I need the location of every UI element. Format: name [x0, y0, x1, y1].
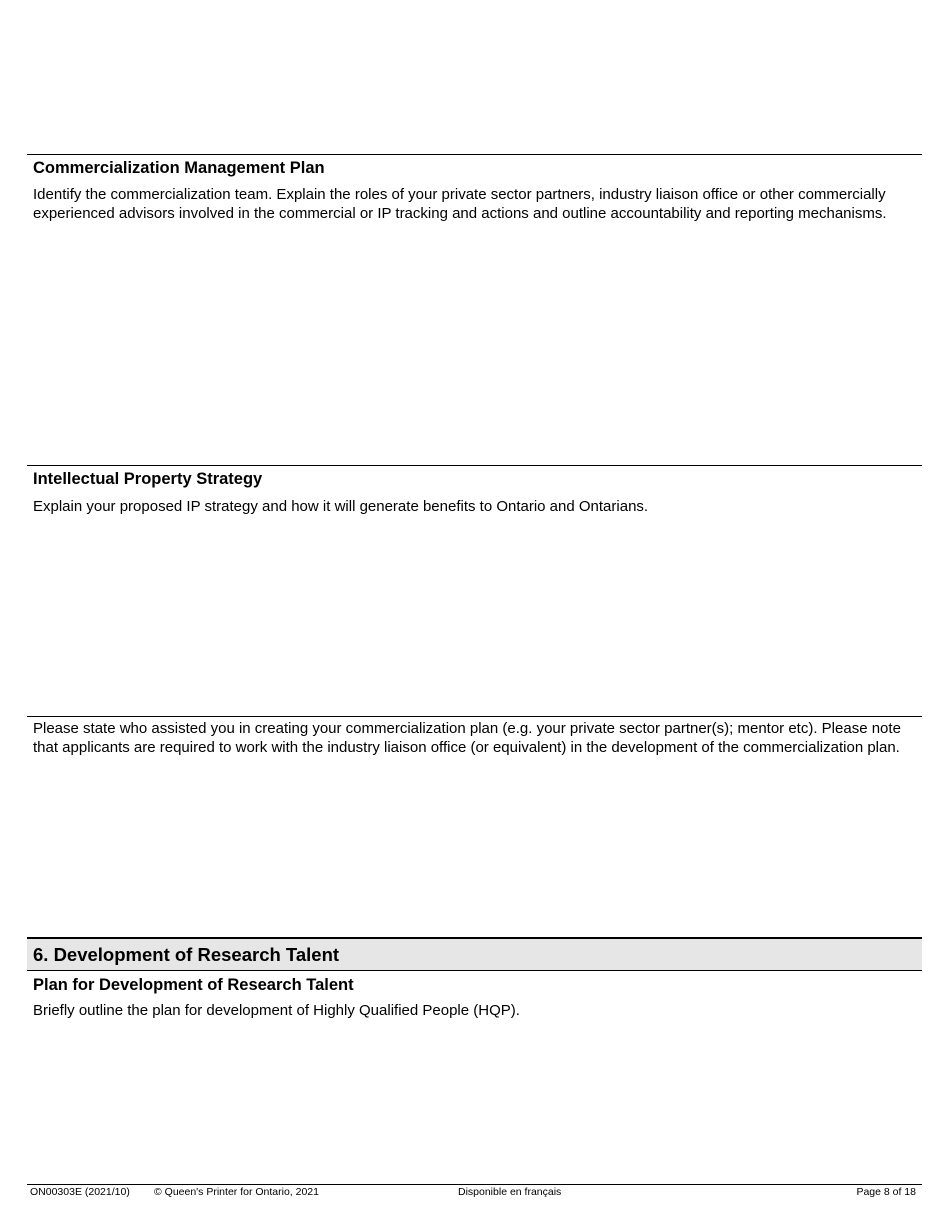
section-divider-commercialization — [27, 154, 922, 155]
research-talent-plan-instructions: Briefly outline the plan for development of Highly Qualified People (HQP). — [33, 1002, 520, 1019]
plan-assistance-answer-field[interactable] — [27, 780, 922, 932]
ip-strategy-instructions: Explain your proposed IP strategy and how it will generate benefits to Ontario and Ontarians. — [33, 498, 649, 515]
section-divider-ip-strategy — [27, 465, 922, 466]
section-6-title: 6. Development of Research Talent — [33, 944, 340, 965]
plan-assistance-instructions: Please state who assisted you in creating your commercialization plan (e.g. your private sector partner(s); mentor etc). Please note that applicants are required to work with the industry liaison office (or equivalent) in the development of the commercialization plan. — [33, 720, 901, 756]
form-identifier: ON00303E (2021/10) — [30, 1186, 130, 1198]
section-6-header — [27, 937, 922, 971]
footer-divider — [27, 1184, 922, 1185]
research-talent-plan-answer-field[interactable] — [27, 1025, 922, 1180]
ip-strategy-answer-field[interactable] — [27, 520, 922, 712]
commercialization-plan-instructions: Identify the commercialization team. Explain the roles of your private sector partners, industry liaison office or other commercially experienced advisors involved in the commercial or IP tracking and actions and outline accountability and reporting mechanisms. — [33, 186, 887, 222]
research-talent-plan-heading: Plan for Development of Research Talent — [33, 976, 354, 994]
copyright-notice: © Queen's Printer for Ontario, 2021 — [154, 1186, 319, 1198]
commercialization-plan-heading: Commercialization Management Plan — [33, 159, 325, 177]
section-divider-plan-assistance — [27, 716, 922, 717]
language-availability-note: Disponible en français — [458, 1186, 562, 1198]
commercialization-plan-answer-field[interactable] — [27, 226, 922, 462]
page-number: Page 8 of 18 — [856, 1186, 916, 1198]
ip-strategy-heading: Intellectual Property Strategy — [33, 470, 263, 488]
